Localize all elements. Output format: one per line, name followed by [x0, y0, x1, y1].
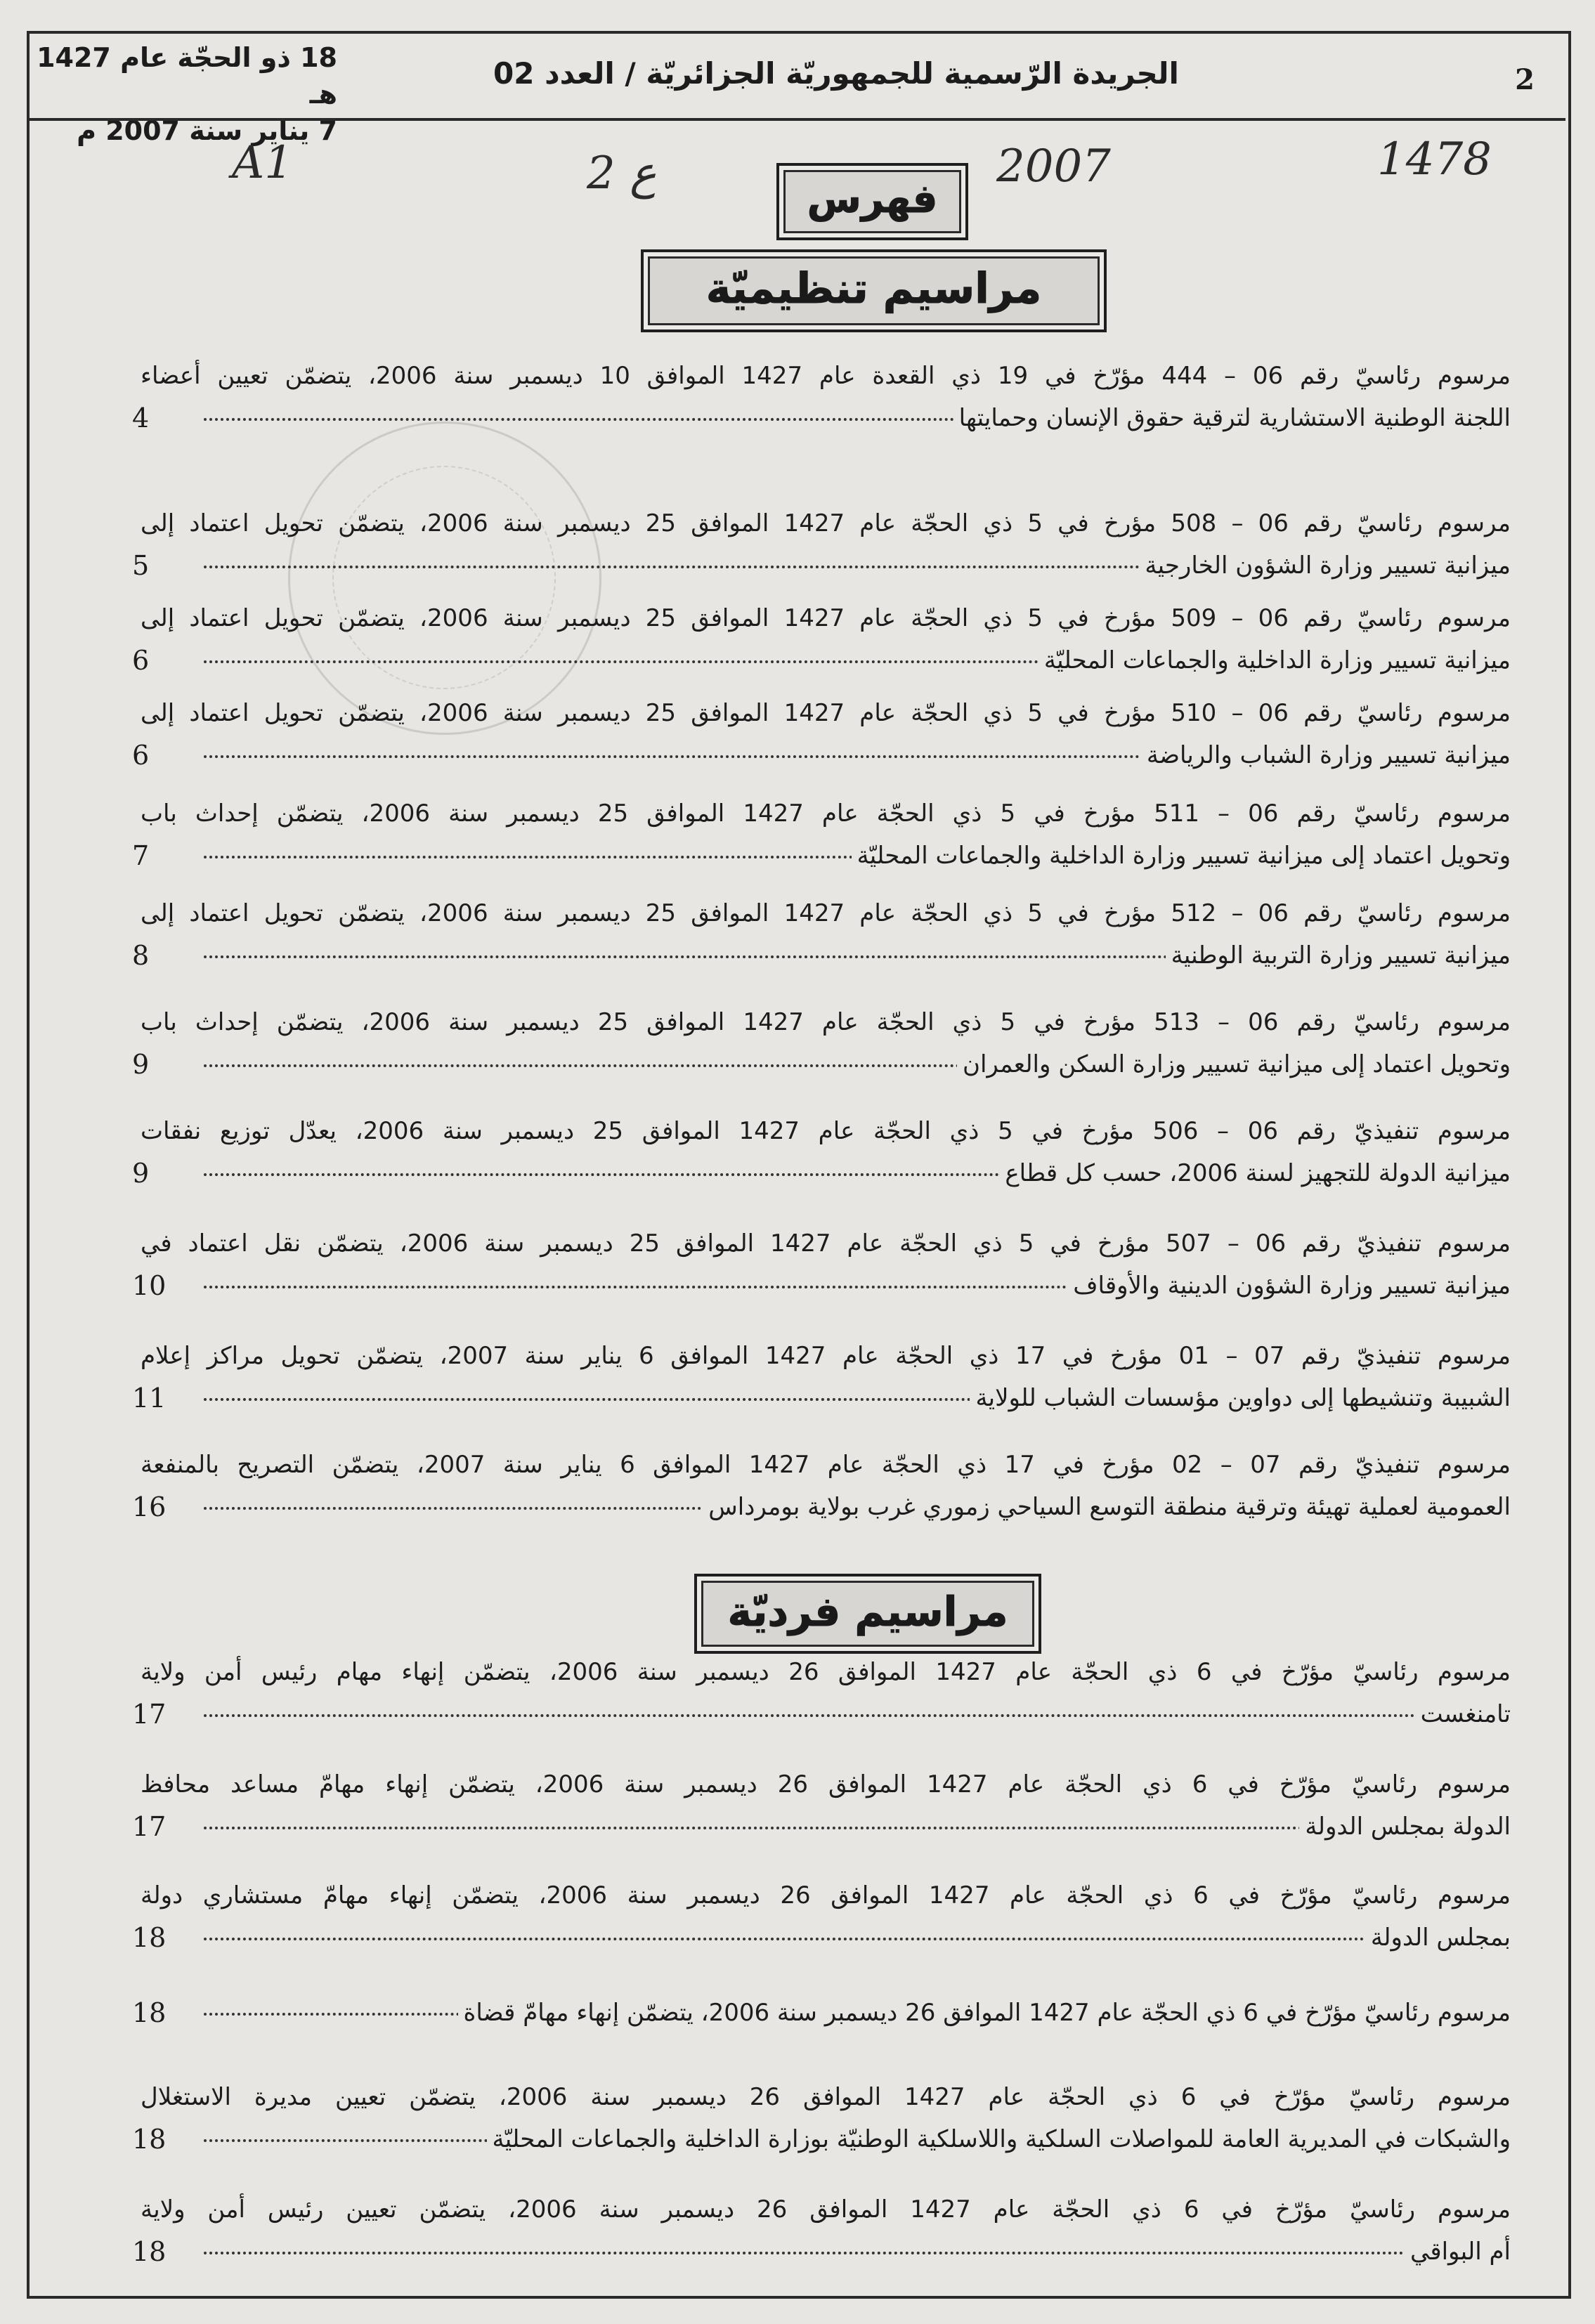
entry-line: مرسوم رئاسيّ مؤرّخ في 6 ذي الحجّة عام 1427 الموافق 26 ديسمبر سنة 2006، يتضمّن إنهاء مهامّ مستشاري دولة: [141, 1881, 1511, 1910]
entry-line: مرسوم تنفيذيّ رقم 06 – 506 مؤرخ في 5 ذي الحجّة عام 1427 الموافق 25 ديسمبر سنة 2006، يعدّل توزيع نفقات: [141, 1117, 1511, 1145]
entry-page-number: 5: [132, 550, 150, 581]
toc-entry[interactable]: [132, 1444, 1511, 1528]
toc-entry[interactable]: [132, 2188, 1511, 2273]
handwritten-note: 2 ع: [587, 148, 657, 200]
dot-leader: [204, 1714, 1511, 1717]
entry-line: وتحويل اعتماد إلى ميزانية تسيير وزارة الداخلية والجماعات المحليّة: [852, 835, 1511, 877]
entry-line: ميزانية تسيير وزارة الداخلية والجماعات المحليّة: [1039, 639, 1511, 681]
toc-entry[interactable]: [132, 2076, 1511, 2160]
handwritten-note: A1: [232, 137, 293, 189]
toc-entry[interactable]: [132, 1874, 1511, 1959]
toc-entry[interactable]: [132, 1992, 1511, 2034]
date-hijri: 18 ذو الحجّة عام 1427 هـ: [37, 42, 337, 110]
entry-page-number: 10: [132, 1270, 167, 1301]
entry-line: مرسوم رئاسيّ رقم 06 – 509 مؤرخ في 5 ذي الحجّة عام 1427 الموافق 25 ديسمبر سنة 2006، يتضمّن تحويل اعتماد إلى: [141, 604, 1511, 632]
entry-line: مرسوم رئاسيّ رقم 06 – 508 مؤرخ في 5 ذي الحجّة عام 1427 الموافق 25 ديسمبر سنة 2006، يتضمّن تحويل اعتماد إلى: [141, 509, 1511, 537]
index-title-box: [776, 163, 968, 240]
entry-line: مرسوم تنفيذيّ رقم 07 – 01 مؤرخ في 17 ذي الحجّة عام 1427 الموافق 6 يناير سنة 2007، يتضمّن تحويل مراكز إعلام: [141, 1342, 1511, 1370]
entry-line: مرسوم رئاسيّ مؤرّخ في 6 ذي الحجّة عام 1427 الموافق 26 ديسمبر سنة 2006، يتضمّن تعيين رئيس أمن ولاية: [141, 2195, 1511, 2224]
entry-line: ميزانية تسيير وزارة الشؤون الخارجية: [1139, 544, 1511, 587]
entry-page-number: 18: [132, 1922, 167, 1953]
entry-page-number: 4: [132, 403, 150, 433]
toc-entry[interactable]: [132, 692, 1511, 776]
entry-line: ميزانية تسيير وزارة الشباب والرياضة: [1141, 734, 1511, 776]
entry-line: العمومية لعملية تهيئة وترقية منطقة التوسع السياحي زموري غرب بولاية بومرداس: [703, 1486, 1511, 1528]
index-title: فهرس: [807, 176, 938, 222]
entry-line: مرسوم رئاسيّ رقم 06 – 444 مؤرّخ في 19 ذي القعدة عام 1427 الموافق 10 ديسمبر سنة 2006، يتضمّن تعيين أعضاء: [141, 362, 1511, 390]
dot-leader: [204, 1938, 1511, 1940]
toc-entry[interactable]: [132, 1651, 1511, 1735]
issue-date: [28, 39, 337, 149]
entry-line: مرسوم رئاسيّ رقم 06 – 513 مؤرخ في 5 ذي الحجّة عام 1427 الموافق 25 ديسمبر سنة 2006، يتضمّن إحداث باب: [141, 1008, 1511, 1036]
toc-entry[interactable]: [132, 1335, 1511, 1419]
individual-decrees-title: مراسيم فرديّة: [727, 1588, 1008, 1636]
entry-line: مرسوم تنفيذيّ رقم 07 – 02 مؤرخ في 17 ذي الحجّة عام 1427 الموافق 6 يناير سنة 2007، يتضمّن التصريح بالمنفعة: [141, 1451, 1511, 1479]
entry-line: ميزانية تسيير وزارة التربية الوطنية: [1166, 934, 1511, 977]
entry-page-number: 11: [132, 1383, 167, 1414]
entry-page-number: 6: [132, 740, 150, 771]
entry-line: والشبكات في المديرية العامة للمواصلات السلكية واللاسلكية الوطنيّة بوزارة الداخلية والجماعات المحليّة: [487, 2118, 1511, 2160]
toc-entry[interactable]: [132, 892, 1511, 977]
entry-line: مرسوم رئاسيّ رقم 06 – 512 مؤرخ في 5 ذي الحجّة عام 1427 الموافق 25 ديسمبر سنة 2006، يتضمّن تحويل اعتماد إلى: [141, 899, 1511, 927]
individual-decrees-title-box: [694, 1574, 1041, 1654]
toc-entry[interactable]: [132, 1110, 1511, 1194]
entry-line: أم البواقي: [1405, 2231, 1511, 2273]
entry-page-number: 7: [132, 840, 150, 871]
entry-line: تامنغست: [1415, 1693, 1511, 1735]
handwritten-note: 1478: [1377, 133, 1492, 185]
entry-line: ميزانية تسيير وزارة الشؤون الدينية والأوقاف: [1067, 1265, 1511, 1307]
journal-title: الجريدة الرّسمية للجمهوريّة الجزائريّة / العدد 02: [493, 56, 1179, 91]
date-gregorian: 7 يناير سنة 2007 م: [77, 115, 337, 146]
entry-line: مرسوم رئاسيّ مؤرّخ في 6 ذي الحجّة عام 1427 الموافق 26 ديسمبر سنة 2006، يتضمّن إنهاء مهامّ قضاة: [458, 1992, 1511, 2034]
entry-page-number: 16: [132, 1491, 167, 1522]
entry-page-number: 17: [132, 1811, 167, 1842]
toc-entry[interactable]: [132, 597, 1511, 681]
entry-page-number: 17: [132, 1699, 167, 1730]
toc-entry[interactable]: [132, 1763, 1511, 1848]
entry-line: ميزانية الدولة للتجهيز لسنة 2006، حسب كل قطاع: [999, 1152, 1511, 1194]
entry-line: وتحويل اعتماد إلى ميزانية تسيير وزارة السكن والعمران: [957, 1043, 1511, 1085]
header-divider: [30, 118, 1565, 121]
entry-page-number: 18: [132, 2124, 167, 2155]
toc-entry[interactable]: [132, 792, 1511, 877]
entry-line: مرسوم تنفيذيّ رقم 06 – 507 مؤرخ في 5 ذي الحجّة عام 1427 الموافق 25 ديسمبر سنة 2006، يتضمّن نقل اعتماد في: [141, 1229, 1511, 1258]
regulatory-decrees-title-box: [641, 249, 1107, 332]
dot-leader: [204, 2252, 1511, 2254]
entry-page-number: 9: [132, 1049, 150, 1080]
toc-entry[interactable]: [132, 502, 1511, 587]
toc-entry[interactable]: [132, 1222, 1511, 1307]
entry-page-number: 18: [132, 1997, 167, 2028]
entry-line: اللجنة الوطنية الاستشارية لترقية حقوق الإنسان وحمايتها: [953, 397, 1511, 439]
entry-line: بمجلس الدولة: [1365, 1917, 1511, 1959]
entry-page-number: 18: [132, 2236, 167, 2267]
entry-line: مرسوم رئاسيّ رقم 06 – 510 مؤرخ في 5 ذي الحجّة عام 1427 الموافق 25 ديسمبر سنة 2006، يتضمّن تحويل اعتماد إلى: [141, 699, 1511, 727]
regulatory-decrees-title: مراسيم تنظيميّة: [705, 264, 1042, 313]
entry-line: مرسوم رئاسيّ مؤرّخ في 6 ذي الحجّة عام 1427 الموافق 26 ديسمبر سنة 2006، يتضمّن إنهاء مهام رئيس أمن ولاية: [141, 1658, 1511, 1686]
toc-entry[interactable]: [132, 355, 1511, 439]
entry-line: مرسوم رئاسيّ مؤرّخ في 6 ذي الحجّة عام 1427 الموافق 26 ديسمبر سنة 2006، يتضمّن إنهاء مهامّ مساعد محافظ: [141, 1770, 1511, 1799]
entry-line: الشبيبة وتنشيطها إلى دواوين مؤسسات الشباب للولاية: [970, 1377, 1511, 1419]
entry-page-number: 9: [132, 1158, 150, 1189]
handwritten-note: 2007: [996, 141, 1111, 192]
entry-line: الدولة بمجلس الدولة: [1299, 1806, 1511, 1848]
entry-line: مرسوم رئاسيّ رقم 06 – 511 مؤرخ في 5 ذي الحجّة عام 1427 الموافق 25 ديسمبر سنة 2006، يتضمّن إحداث باب: [141, 799, 1511, 828]
entry-page-number: 6: [132, 645, 150, 676]
entry-line: مرسوم رئاسيّ مؤرّخ في 6 ذي الحجّة عام 1427 الموافق 26 ديسمبر سنة 2006، يتضمّن تعيين مديرة الاستغلال: [141, 2083, 1511, 2111]
page-number: 2: [1515, 63, 1535, 96]
toc-entry[interactable]: [132, 1001, 1511, 1085]
entry-page-number: 8: [132, 940, 150, 971]
